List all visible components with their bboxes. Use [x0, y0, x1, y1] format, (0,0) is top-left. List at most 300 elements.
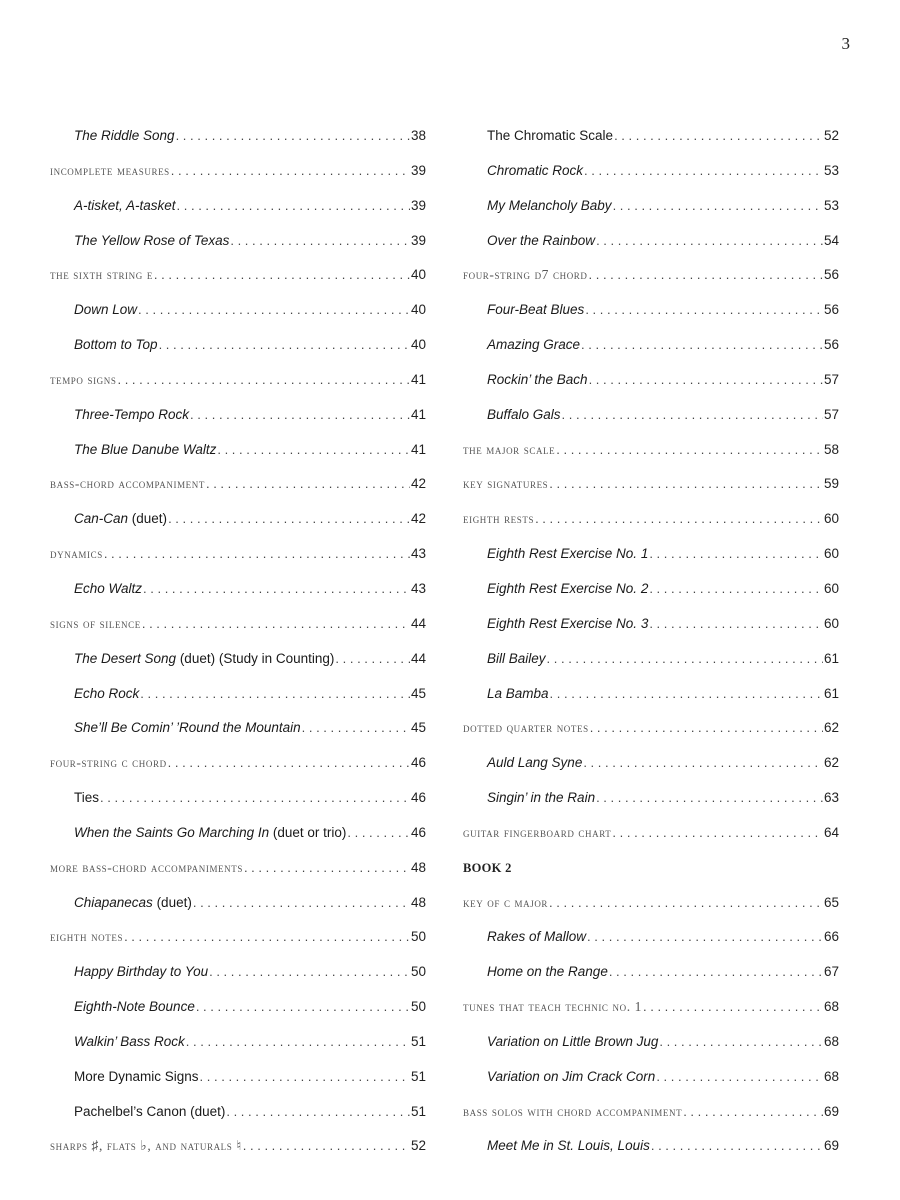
dot-leader	[581, 328, 823, 363]
toc-entry-title-suffix: (duet)	[128, 511, 168, 527]
toc-entry	[50, 1095, 426, 1130]
dot-leader	[649, 537, 823, 572]
toc-entry-title-text: eighth rests	[463, 511, 535, 527]
toc-entry	[463, 572, 839, 607]
toc-entry-title-text: The Chromatic Scale	[487, 128, 614, 143]
toc-entry-title-text: the sixth string e	[50, 267, 153, 283]
toc-entry-title-text: four-string c chord	[50, 755, 167, 771]
toc-entry-title	[74, 189, 176, 224]
toc-entry-page: 56	[823, 267, 839, 283]
toc-entry	[463, 398, 839, 433]
dot-leader	[200, 1060, 410, 1095]
toc-entry-title	[50, 258, 153, 293]
toc-section-heading	[50, 363, 426, 398]
dot-leader	[335, 642, 410, 677]
toc-entry-title-text: The Blue Danube Waltz	[74, 441, 217, 457]
dot-leader	[230, 224, 410, 259]
dot-leader	[549, 886, 823, 921]
toc-entry-title-text: Variation on Little Brown Jug	[487, 1033, 659, 1049]
toc-entry-page: 66	[823, 929, 839, 945]
dot-leader	[206, 467, 410, 502]
toc-entry-page: 38	[410, 128, 426, 143]
toc-entry-title-text: My Melancholy Baby	[487, 197, 612, 213]
toc-entry-title	[463, 711, 589, 746]
toc-entry	[463, 920, 839, 955]
toc-entry-title	[487, 955, 608, 990]
dot-leader	[584, 154, 823, 189]
toc-entry-title-text: Buffalo Gals	[487, 406, 561, 422]
toc-entry-title-text: signs of silence	[50, 615, 141, 631]
toc-entry-page: 46	[410, 824, 426, 840]
toc-entry-title	[487, 154, 583, 189]
toc-section-heading	[463, 711, 839, 746]
dot-leader	[168, 502, 410, 537]
toc-entry-page: 42	[410, 511, 426, 527]
toc-entry-page: 67	[823, 964, 839, 980]
toc-entry-page: 65	[823, 894, 839, 910]
toc-entry-title-text: the major scale	[463, 441, 556, 457]
toc-entry-title-text: Bill Bailey	[487, 650, 546, 666]
toc-entry-title	[487, 189, 612, 224]
dot-leader	[612, 816, 823, 851]
toc-entry-title	[463, 886, 548, 921]
toc-entry-title	[487, 1129, 650, 1164]
toc-entry-title	[74, 1095, 225, 1130]
toc-entry-page: 60	[823, 580, 839, 596]
toc-entry-page: 60	[823, 511, 839, 527]
toc-entry-page: 62	[823, 720, 839, 736]
toc-entry-page: 40	[410, 337, 426, 353]
dot-leader	[683, 1095, 823, 1130]
toc-entry-title-text: Down Low	[74, 302, 138, 318]
dot-leader	[587, 920, 823, 955]
toc-entry-page: 53	[823, 162, 839, 178]
toc-entry-title-text: Ties	[74, 790, 100, 806]
toc-entry-title	[487, 363, 588, 398]
toc-entry-title-text: dynamics	[50, 546, 103, 562]
dot-leader	[643, 990, 823, 1025]
toc-column-right	[463, 119, 839, 1164]
toc-entry-page: 57	[823, 406, 839, 422]
toc-entry-page: 69	[823, 1103, 839, 1119]
toc-entry	[463, 224, 839, 259]
toc-entry	[463, 642, 839, 677]
toc-entry-page: 44	[410, 650, 426, 666]
toc-entry-page: 68	[823, 1068, 839, 1084]
toc-entry	[50, 293, 426, 328]
toc-entry	[50, 781, 426, 816]
toc-entry-title	[50, 363, 116, 398]
toc-entry	[50, 886, 426, 921]
toc-entry-title	[487, 537, 648, 572]
dot-leader	[244, 851, 410, 886]
toc-entry	[50, 502, 426, 537]
toc-section-heading	[50, 258, 426, 293]
toc-entry-title	[74, 955, 208, 990]
toc-entry-title-text: Eighth Rest Exercise No. 1	[487, 546, 649, 562]
dot-leader	[176, 119, 410, 154]
dot-leader	[562, 398, 823, 433]
toc-entry-title-text: She’ll Be Comin’ ’Round the Mountain	[74, 720, 301, 736]
toc-entry	[463, 328, 839, 363]
dot-leader	[209, 955, 410, 990]
toc-entry-title-text: Meet Me in St. Louis, Louis	[487, 1138, 650, 1154]
toc-entry-page: 63	[823, 790, 839, 806]
dot-leader	[609, 955, 823, 990]
toc-entry-title	[487, 677, 549, 712]
toc-entry	[463, 189, 839, 224]
toc-entry-page: 43	[410, 580, 426, 596]
toc-section-heading	[50, 746, 426, 781]
toc-entry	[50, 677, 426, 712]
toc-entry-title	[50, 1129, 242, 1164]
toc-section-heading	[50, 1129, 426, 1164]
toc-entry	[50, 119, 426, 154]
toc-entry-title-text: Variation on Jim Crack Corn	[487, 1068, 656, 1084]
toc-entry	[50, 711, 426, 746]
toc-section-heading	[50, 920, 426, 955]
toc-entry-title-text: tunes that teach technic no. 1	[463, 999, 642, 1015]
toc-entry	[50, 955, 426, 990]
toc-entry-title-text: Amazing Grace	[487, 337, 581, 353]
toc-entry-title	[74, 677, 139, 712]
toc-entry-title	[463, 433, 555, 468]
toc-entry-page: 68	[823, 1033, 839, 1049]
dot-leader	[547, 642, 823, 677]
toc-entry-title	[74, 293, 137, 328]
toc-section-heading	[463, 467, 839, 502]
toc-entry-title	[50, 607, 141, 642]
toc-entry	[50, 816, 426, 851]
toc-entry-page: 61	[823, 650, 839, 666]
toc-entry-title	[487, 1025, 658, 1060]
toc-entry-title	[50, 746, 167, 781]
toc-entry-page: 40	[410, 302, 426, 318]
toc-entry	[463, 1025, 839, 1060]
toc-entry	[463, 119, 839, 154]
dot-leader	[535, 502, 823, 537]
toc-entry-title	[50, 920, 123, 955]
dot-leader	[171, 154, 410, 189]
dot-leader	[649, 572, 823, 607]
toc-entry-page: 68	[823, 999, 839, 1015]
toc-entry-title	[463, 258, 588, 293]
dot-leader	[596, 781, 823, 816]
dot-leader	[614, 119, 823, 154]
toc-entry-page: 56	[823, 337, 839, 353]
dot-leader	[186, 1025, 410, 1060]
toc-entry-title-text: sharps ♯, flats ♭, and naturals ♮	[50, 1138, 242, 1154]
toc-entry-title-text: Eighth Rest Exercise No. 2	[487, 580, 649, 596]
toc-entry-page: 51	[410, 1033, 426, 1049]
toc-entry-page: 52	[823, 128, 839, 143]
toc-entry-page: 39	[410, 197, 426, 213]
toc-entry-title-text: Over the Rainbow	[487, 232, 596, 248]
toc-entry	[463, 1060, 839, 1095]
toc-entry-title-text: Four-Beat Blues	[487, 302, 585, 318]
toc-entry-title-text: The Yellow Rose of Texas	[74, 232, 230, 248]
toc-entry-title	[487, 119, 613, 154]
toc-entry-title	[74, 816, 346, 851]
toc-entry	[50, 1025, 426, 1060]
toc-entry-page: 56	[823, 302, 839, 318]
table-of-contents	[0, 119, 900, 1169]
toc-entry-page: 64	[823, 824, 839, 840]
toc-entry-title-text: Auld Lang Syne	[487, 755, 583, 771]
toc-entry	[50, 328, 426, 363]
toc-entry-title-text: Eighth-Note Bounce	[74, 999, 195, 1015]
toc-entry-title-text: The Desert Song	[74, 650, 177, 666]
toc-section-heading	[50, 607, 426, 642]
dot-leader	[549, 467, 823, 502]
toc-entry-title	[74, 990, 195, 1025]
toc-entry-page: 50	[410, 999, 426, 1015]
dot-leader	[659, 1025, 823, 1060]
dot-leader	[100, 781, 410, 816]
toc-entry-page: 50	[410, 964, 426, 980]
toc-entry-page: 58	[823, 441, 839, 457]
toc-entry-title	[487, 781, 595, 816]
toc-entry-page: 44	[410, 615, 426, 631]
toc-entry-title	[74, 1025, 185, 1060]
toc-entry-title-text: Rockin’ the Bach	[487, 371, 588, 387]
toc-entry-page: 43	[410, 546, 426, 562]
toc-entry-title-suffix: (duet)	[152, 894, 192, 910]
toc-entry-title	[487, 293, 584, 328]
toc-entry-title-suffix: (duet or trio)	[269, 824, 347, 840]
toc-entry-page: 60	[823, 546, 839, 562]
toc-entry-title-text: Echo Waltz	[74, 580, 143, 596]
toc-section-heading	[463, 816, 839, 851]
toc-entry	[463, 677, 839, 712]
toc-entry-title	[487, 572, 648, 607]
toc-entry-title	[487, 398, 561, 433]
toc-entry-title-text: Chiapanecas	[74, 894, 153, 910]
toc-entry-page: 51	[410, 1103, 426, 1119]
toc-entry-title-text: Three-Tempo Rock	[74, 406, 190, 422]
toc-entry-title	[463, 851, 512, 886]
toc-entry	[50, 990, 426, 1025]
toc-entry-page: 39	[410, 162, 426, 178]
toc-entry-page: 48	[410, 859, 426, 875]
toc-entry-page: 41	[410, 441, 426, 457]
toc-entry-title-text: Chromatic Rock	[487, 162, 584, 178]
toc-entry	[463, 363, 839, 398]
toc-entry-page: 62	[823, 755, 839, 771]
toc-entry-title	[463, 1095, 682, 1130]
toc-entry	[50, 642, 426, 677]
toc-entry-title	[74, 572, 142, 607]
dot-leader	[651, 1129, 823, 1164]
toc-entry-title-text: La Bamba	[487, 685, 549, 701]
toc-entry-title	[463, 816, 611, 851]
toc-entry-title-text: dotted quarter notes	[463, 720, 589, 736]
toc-section-heading	[50, 537, 426, 572]
dot-leader	[243, 1129, 410, 1164]
dot-leader	[550, 677, 823, 712]
toc-entry-page: 39	[410, 232, 426, 248]
dot-leader	[217, 433, 410, 468]
toc-section-heading	[50, 154, 426, 189]
dot-leader	[590, 711, 823, 746]
dot-leader	[143, 572, 410, 607]
toc-entry	[463, 154, 839, 189]
toc-entry-title	[74, 886, 192, 921]
page-number: 3	[841, 34, 850, 53]
toc-entry-title-text: key signatures	[463, 476, 549, 492]
toc-entry-title	[463, 990, 642, 1025]
toc-entry-title-text: Eighth Rest Exercise No. 3	[487, 615, 649, 631]
toc-entry-page: 51	[410, 1068, 426, 1084]
toc-entry-title	[74, 781, 99, 816]
dot-leader	[556, 433, 823, 468]
toc-entry-page: 40	[410, 267, 426, 283]
toc-entry-page: 61	[823, 685, 839, 701]
toc-section-heading	[50, 467, 426, 502]
toc-entry-title-text: more bass-chord accompaniments	[50, 859, 243, 875]
dot-leader	[117, 363, 409, 398]
toc-section-heading	[463, 990, 839, 1025]
toc-entry-title	[487, 607, 648, 642]
toc-section-heading	[463, 433, 839, 468]
toc-entry	[50, 433, 426, 468]
toc-entry-page: 50	[410, 929, 426, 945]
toc-entry-title-text: four-string d7 chord	[463, 267, 588, 283]
toc-entry-page: 45	[410, 720, 426, 736]
toc-entry-title-text: BOOK 2	[463, 860, 512, 875]
toc-entry	[50, 1060, 426, 1095]
toc-entry	[463, 781, 839, 816]
toc-entry-page: 46	[410, 790, 426, 806]
toc-entry-title	[74, 711, 301, 746]
toc-section-heading	[463, 1095, 839, 1130]
toc-entry-title-text: bass solos with chord accompaniment	[463, 1103, 683, 1119]
toc-entry-title	[487, 642, 546, 677]
toc-entry	[50, 224, 426, 259]
toc-entry-title-text: tempo signs	[50, 371, 117, 387]
toc-entry-title-text: Can-Can	[74, 511, 129, 527]
toc-entry-title	[463, 502, 534, 537]
toc-entry-title-suffix: (duet) (Study in Counting)	[176, 650, 335, 666]
toc-entry-page: 45	[410, 685, 426, 701]
toc-entry-title	[50, 537, 103, 572]
dot-leader	[104, 537, 410, 572]
toc-entry-page: 42	[410, 476, 426, 492]
toc-entry-title-text: key of c major	[463, 894, 549, 910]
toc-entry-title-text: A-tisket, A-tasket	[74, 197, 176, 213]
toc-entry-title	[74, 398, 189, 433]
toc-entry-page: 57	[823, 371, 839, 387]
dot-leader	[159, 328, 410, 363]
toc-entry-title	[50, 467, 205, 502]
toc-entry	[50, 572, 426, 607]
toc-entry	[463, 293, 839, 328]
toc-entry-page: 46	[410, 755, 426, 771]
toc-entry-page: 69	[823, 1138, 839, 1154]
toc-entry-page: 48	[410, 894, 426, 910]
toc-entry-title-text: More Dynamic Signs	[74, 1068, 199, 1084]
toc-entry-title-text: Happy Birthday to You	[74, 964, 209, 980]
dot-leader	[656, 1060, 823, 1095]
toc-section-heading	[463, 258, 839, 293]
dot-leader	[649, 607, 823, 642]
toc-entry-title	[74, 502, 167, 537]
dot-leader	[154, 258, 410, 293]
toc-entry-title	[50, 154, 170, 189]
toc-entry-title-text: When the Saints Go Marching In	[74, 824, 270, 840]
toc-entry-title	[463, 467, 548, 502]
toc-entry	[50, 398, 426, 433]
toc-entry-page: 52	[410, 1138, 426, 1154]
toc-entry	[463, 746, 839, 781]
toc-entry-title	[74, 433, 216, 468]
dot-leader	[596, 224, 823, 259]
dot-leader	[168, 746, 410, 781]
dot-leader	[589, 363, 823, 398]
dot-leader	[347, 816, 410, 851]
toc-entry-title	[487, 224, 595, 259]
toc-entry-title-text: bass-chord accompaniment	[50, 476, 205, 492]
dot-leader	[613, 189, 823, 224]
toc-entry-title	[74, 224, 229, 259]
dot-leader	[140, 677, 410, 712]
toc-entry-page: 53	[823, 197, 839, 213]
toc-entry-title-text: incomplete measures	[50, 162, 170, 178]
toc-entry-title-text: Home on the Range	[487, 964, 608, 980]
dot-leader	[138, 293, 410, 328]
toc-entry-title-text: eighth notes	[50, 929, 124, 945]
toc-column-left	[50, 119, 426, 1164]
toc-section-heading	[463, 502, 839, 537]
toc-entry-title-text: Echo Rock	[74, 685, 140, 701]
toc-entry	[463, 537, 839, 572]
toc-entry-title-text: Pachelbel’s Canon (duet)	[74, 1103, 226, 1119]
toc-entry-title	[487, 1060, 655, 1095]
dot-leader	[177, 189, 410, 224]
toc-entry-title	[74, 1060, 199, 1095]
toc-entry-title	[74, 328, 158, 363]
toc-entry	[50, 189, 426, 224]
dot-leader	[196, 990, 410, 1025]
dot-leader	[583, 746, 823, 781]
toc-entry	[463, 1129, 839, 1164]
toc-entry-title	[487, 920, 586, 955]
toc-book-heading	[463, 851, 839, 886]
toc-section-heading	[50, 851, 426, 886]
toc-entry-title-text: Bottom to Top	[74, 337, 158, 353]
toc-entry-page: 59	[823, 476, 839, 492]
dot-leader	[226, 1095, 410, 1130]
dot-leader	[142, 607, 410, 642]
toc-entry-title-text: Singin’ in the Rain	[487, 790, 596, 806]
dot-leader	[585, 293, 823, 328]
toc-entry	[463, 607, 839, 642]
toc-entry-page: 60	[823, 615, 839, 631]
toc-entry-title	[74, 119, 175, 154]
toc-entry-title-text: Walkin’ Bass Rock	[74, 1033, 185, 1049]
toc-section-heading	[463, 886, 839, 921]
toc-entry-page: 41	[410, 371, 426, 387]
toc-entry-title-text: The Riddle Song	[74, 128, 175, 143]
dot-leader	[190, 398, 410, 433]
dot-leader	[589, 258, 823, 293]
dot-leader	[124, 920, 410, 955]
toc-entry-title	[487, 746, 582, 781]
toc-entry-page: 54	[823, 232, 839, 248]
toc-entry-title	[487, 328, 580, 363]
toc-entry-page: 41	[410, 406, 426, 422]
dot-leader	[193, 886, 410, 921]
